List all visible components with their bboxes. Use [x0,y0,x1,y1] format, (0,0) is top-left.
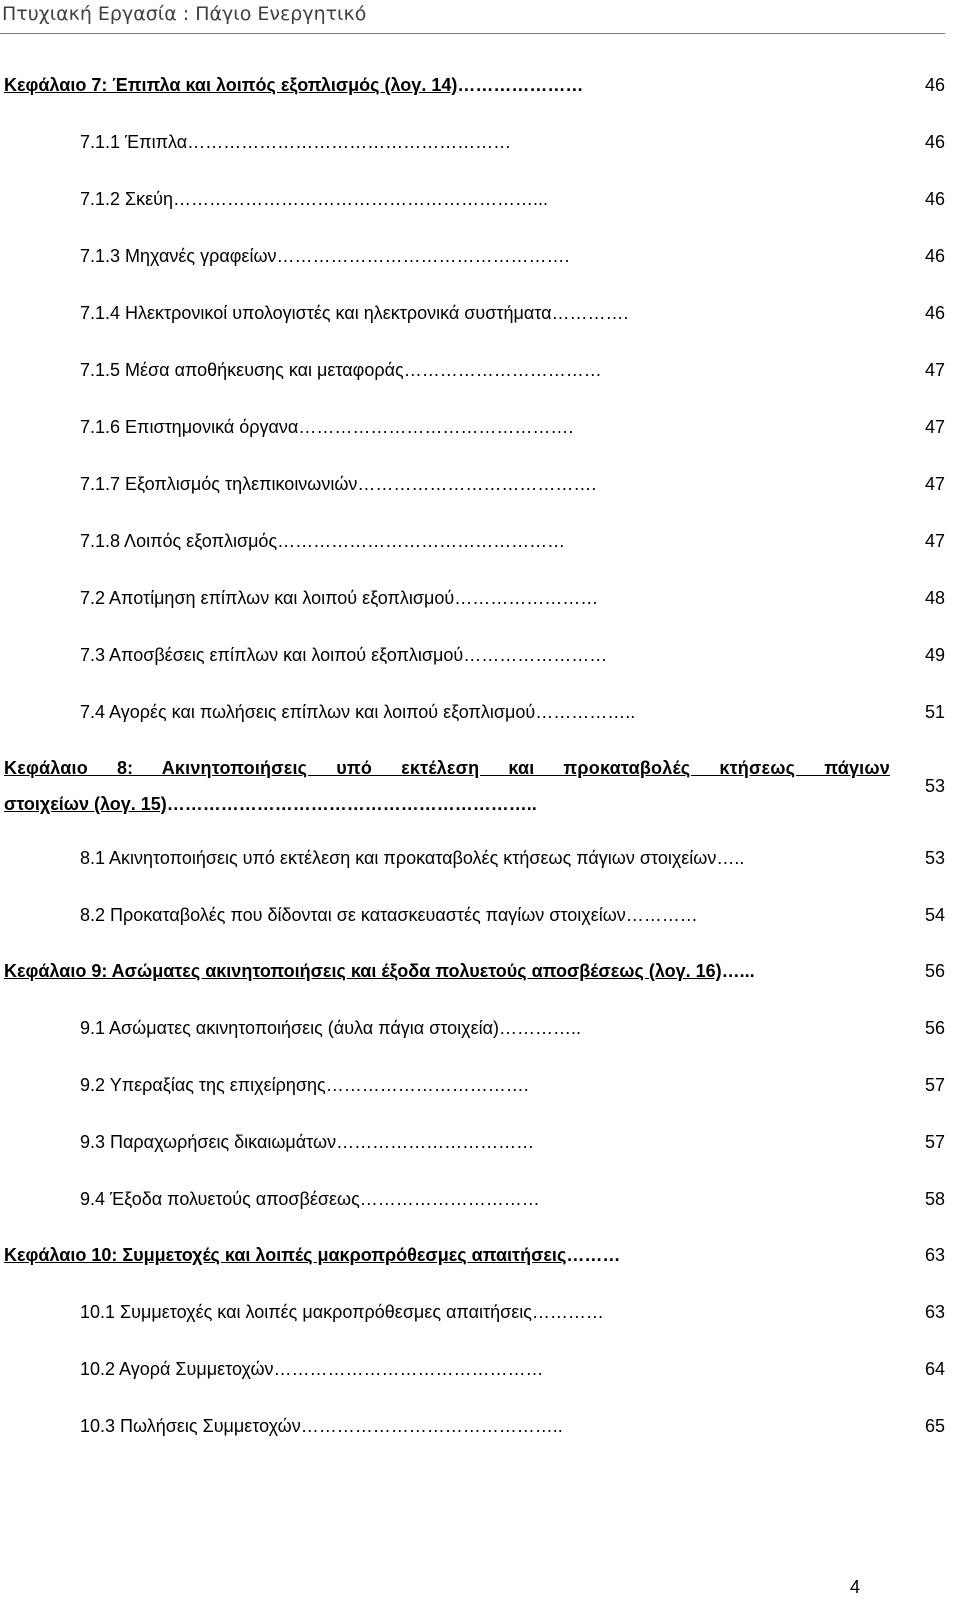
toc-entry-text: 8.2 Προκαταβολές που δίδονται σε κατασκευαστές παγίων στοιχείων………… [80,905,698,925]
toc-page-number: 65 [924,1416,945,1436]
toc-entry-text: 7.4 Αγορές και πωλήσεις επίπλων και λοιπού εξοπλισμού…………….. [80,702,636,722]
toc-page-number: 54 [924,905,945,925]
toc-page-number: 46 [924,132,945,152]
toc-page-number: 63 [924,1302,945,1322]
toc-page-number: 53 [924,776,945,796]
toc-entry-text: 7.1.1 Έπιπλα……………………………………………… [80,132,512,152]
toc-entry-text: 8.1 Ακινητοποιήσεις υπό εκτέλεση και προκαταβολές κτήσεως πάγιων στοιχείων….. [80,848,745,868]
toc-page-number: 49 [924,645,945,665]
toc-entry-text: Κεφάλαιο 10: Συμμετοχές και λοιπές μακροπρόθεσμες απαιτήσεις……… [4,1245,621,1265]
toc-entry-text: 9.4 Έξοδα πολυετούς αποσβέσεως………………………… [80,1189,540,1209]
toc-page-number: 47 [924,417,945,437]
toc-page-number: 53 [924,848,945,868]
toc-entry-text-line-1: Κεφάλαιο 8: Ακινητοποιήσεις υπό εκτέλεση και προκαταβολές κτήσεως πάγιων [4,758,890,778]
toc-entry-text: 9.3 Παραχωρήσεις δικαιωμάτων…………………………… [80,1132,535,1152]
toc-page-number: 57 [924,1132,945,1152]
toc-entry-text: 9.2 Υπεραξίας της επιχείρησης……………………………. [80,1075,529,1095]
toc-entry-text: 7.3 Αποσβέσεις επίπλων και λοιπού εξοπλισμού…………………… [80,645,608,665]
toc-page-number: 46 [924,303,945,323]
toc-page-number: 47 [924,474,945,494]
toc-page-number: 64 [924,1359,945,1379]
page-number: 4 [849,1577,860,1597]
toc-entry-text: 9.1 Ασώματες ακινητοποιήσεις (άυλα πάγια στοιχεία)………….. [80,1018,582,1038]
toc-entry-text: 7.1.3 Μηχανές γραφείων…………………………………………. [80,246,570,266]
toc-page-number: 46 [924,246,945,266]
toc-page-number: 56 [924,961,945,981]
toc-page-number: 46 [924,189,945,209]
toc-entry-text: Κεφάλαιο 9: Ασώματες ακινητοποιήσεις και έξοδα πολυετούς αποσβέσεως (λογ. 16)…... [4,961,755,981]
toc-page-number: 63 [924,1245,945,1265]
toc-entry-text: 7.1.4 Ηλεκτρονικοί υπολογιστές και ηλεκτρονικά συστήματα…………. [80,303,629,323]
toc-entry-text: 7.1.2 Σκεύη……………………………………………………... [80,189,549,209]
toc-entry-text: 7.1.6 Επιστημονικά όργανα………………………………………. [80,417,574,437]
toc-entry-text: 7.1.8 Λοιπός εξοπλισμός………………………………………… [80,531,566,551]
toc-entry-text: 7.1.5 Μέσα αποθήκευσης και μεταφοράς…………………………… [80,360,602,380]
toc-page-number: 47 [924,531,945,551]
toc-entry-text: 10.2 Αγορά Συμμετοχών……………………………………… [80,1359,544,1379]
toc-page-number: 56 [924,1018,945,1038]
toc-entry-text: 7.2 Αποτίμηση επίπλων και λοιπού εξοπλισμού…………………… [80,588,599,608]
header-title: Πτυχιακή Εργασία : Πάγιο Ενεργητικό [2,3,367,25]
toc-page-number: 57 [924,1075,945,1095]
toc-entry-text-line-2: στοιχείων (λογ. 15)…………………………………………………….. [4,794,537,814]
toc-entry-text: 7.1.7 Εξοπλισμός τηλεπικοινωνιών…………………………………. [80,474,597,494]
toc-entry-text: 10.3 Πωλήσεις Συμμετοχών…………………………………….. [80,1416,563,1436]
toc-page-number: 46 [924,75,945,95]
toc-entry-text: Κεφάλαιο 7: Έπιπλα και λοιπός εξοπλισμός (λογ. 14)………………… [4,75,584,95]
toc-page-number: 48 [924,588,945,608]
toc-page-number: 47 [924,360,945,380]
toc-page-number: 51 [924,702,945,722]
toc-entry-text: 10.1 Συμμετοχές και λοιπές μακροπρόθεσμες απαιτήσεις………… [80,1302,604,1322]
toc-page-number: 58 [924,1189,945,1209]
